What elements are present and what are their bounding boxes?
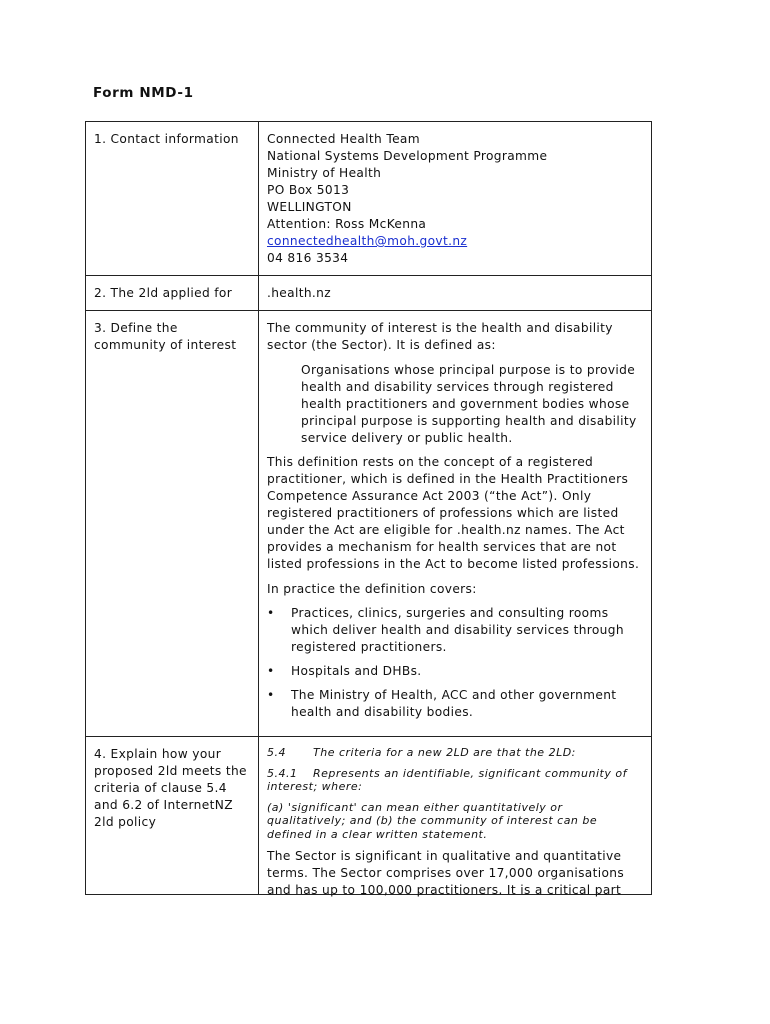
- row-criteria: [86, 737, 652, 895]
- phone-number: 04 816 3534: [267, 251, 349, 265]
- contact-line: WELLINGTON: [267, 200, 352, 214]
- 2ld-value: .health.nz: [259, 276, 652, 311]
- criteria-label: 4. Explain how your proposed 2ld meets the criteria of clause 5.4 and 6.2 of InternetNZ 2ld policy: [86, 737, 259, 895]
- list-item: • Hospitals and DHBs.: [267, 663, 643, 680]
- contact-line: PO Box 5013: [267, 183, 350, 197]
- criteria-response: The Sector is significant in qualitative and quantitative terms. The Sector comprises over 17,000 organisations and has up to 100,000 practitioners. It is a critical part: [267, 849, 625, 897]
- clause-detail: (a) 'significant' can mean either quantitatively or qualitatively; and (b) the community of interest can be defined in a clear written statement.: [267, 800, 598, 841]
- contact-details: [259, 122, 652, 276]
- community-quote: Organisations whose principal purpose is to provide health and disability services through registered health practitioners and government bodies whose principal purpose is supporting health and disability service delivery or public health.: [301, 363, 637, 445]
- email-link[interactable]: connectedhealth@moh.govt.nz: [267, 234, 468, 248]
- form-title: Form NMD-1: [93, 85, 194, 101]
- criteria-answer: [259, 737, 652, 895]
- community-definition: [259, 311, 652, 737]
- contact-line: Connected Health Team: [267, 132, 420, 146]
- row-contact: [86, 122, 652, 276]
- definition-paragraph: This definition rests on the concept of a registered practitioner, which is defined in the Health Practitioners Competence Assurance Act 2003 (“the Act”). Only registered practitioners of professions which are listed under the Act are eligible for .health.nz names. The Act provides a mechanism for health services that are not listed professions in the Act to become listed professions.: [267, 455, 640, 571]
- contact-line: Attention: Ross McKenna: [267, 217, 427, 231]
- contact-label: 1. Contact information: [86, 122, 259, 276]
- form-table: [85, 121, 652, 895]
- clause-5-4-1: [267, 767, 643, 794]
- clause-text: The criteria for a new 2LD are that the 2LD:: [313, 746, 576, 759]
- list-item: • Practices, clinics, surgeries and consulting rooms which deliver health and disability services through registered practitioners.: [267, 605, 643, 656]
- row-2ld: [86, 276, 652, 311]
- community-intro: The community of interest is the health and disability sector (the Sector). It is defined as:: [267, 321, 613, 352]
- clause-text: Represents an identifiable, significant community of interest; where:: [267, 766, 627, 793]
- community-label: 3. Define the community of interest: [86, 311, 259, 737]
- contact-line: Ministry of Health: [267, 166, 382, 180]
- clause-number: 5.4.1: [267, 766, 298, 780]
- practice-intro: In practice the definition covers:: [267, 582, 477, 596]
- row-community: [86, 311, 652, 737]
- coverage-list: [267, 605, 643, 721]
- contact-line: National Systems Development Programme: [267, 149, 548, 163]
- list-item: • The Ministry of Health, ACC and other government health and disability bodies.: [267, 687, 643, 721]
- clause-5-4: [267, 746, 643, 760]
- clause-number: 5.4: [267, 746, 286, 759]
- 2ld-label: 2. The 2ld applied for: [86, 276, 259, 311]
